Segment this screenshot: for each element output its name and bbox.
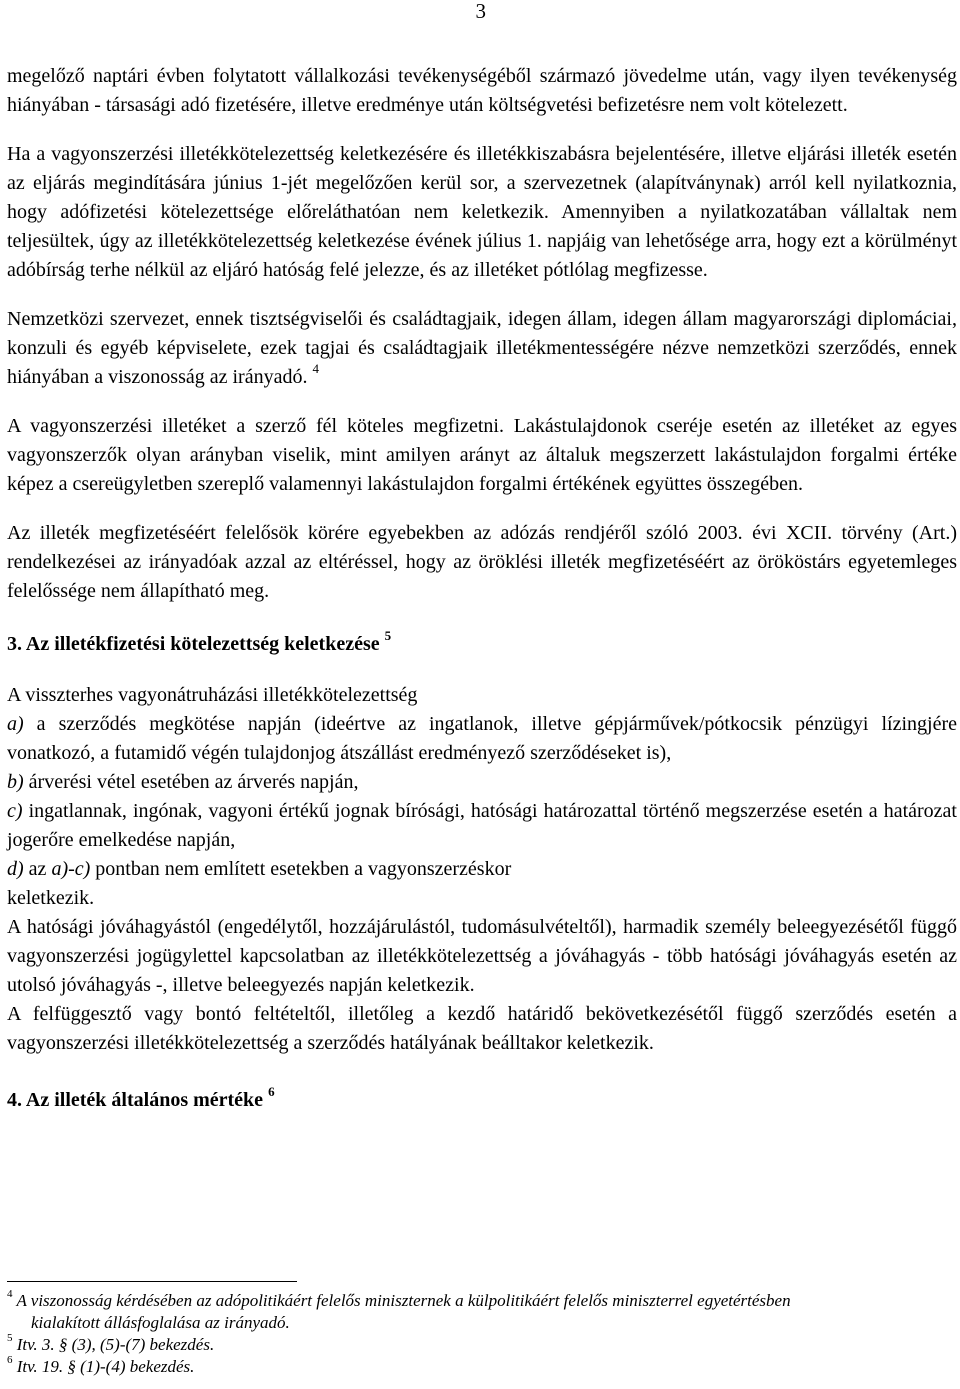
list-text-d-mid: az (23, 858, 52, 880)
footnote-text-4: A viszonosság kérdésében az adópolitikáért felelős miniszternek a külpolitikáért felelős miniszterrel egyetértésben (16, 1291, 791, 1310)
section-heading-3 (7, 630, 957, 659)
footnote-divider (7, 1281, 297, 1282)
footnotes (7, 1290, 957, 1378)
footnote-6 (7, 1356, 957, 1378)
list-text-c: ingatlannak, ingónak, vagyoni értékű jognak bírósági, hatósági határozattal történő megszerzése esetén a határozat jogerőre emelkedése napján, (7, 800, 957, 851)
page-number: 3 (475, 0, 486, 23)
section3-intro: A visszterhes vagyonátruházási illetékkötelezettség (7, 684, 418, 706)
list-item-d-end: keletkezik. (7, 887, 95, 909)
list-text-b: árverési vétel esetében az árverés napján, (23, 771, 359, 793)
footnote-number-4: 4 (7, 1288, 13, 1301)
paragraph-condition: A felfüggesztő vagy bontó feltételtől, illetőleg a kezdő határidő bekövetkezésétől függő szerződés esetén a vagyonszerzési illetékkötelezettség a szerződés hatályának beálltakor keletkezik. (7, 1003, 957, 1054)
paragraph-authority-approval: A hatósági jóváhagyástól (engedélytől, hozzájárulástól, tudomásulvételtől), harmadik személy beleegyezésétől függő vagyonszerzési jogügylettel kapcsolatban az illetékkötelezettség a jóváhagyás - több hatósági jóváhagyás esetén az utolsó jóváhagyás -, illetve beleegyezés napján keletkezik. (7, 916, 957, 996)
list-item-d (7, 855, 957, 884)
footnote-ref-4[interactable]: 4 (312, 361, 319, 377)
footnote-text-5: Itv. 3. § (3), (5)-(7) bekezdés. (16, 1335, 215, 1354)
list-label-d: d) (7, 858, 24, 880)
list-text-a: a szerződés megkötése napján (ideértve az ingatlanok, illetve gépjárművek/pótkocsik pénzügyi lízingjére vonatkozó, a futamidő végén tulajdonjog átszállást eredményező szerződéseket is), (7, 713, 957, 764)
footnote-number-6: 6 (7, 1354, 13, 1367)
footnote-ref-5[interactable]: 5 (384, 628, 392, 644)
list-label-c: c) (7, 800, 23, 822)
footnote-text-6: Itv. 19. § (1)-(4) bekezdés. (16, 1357, 195, 1376)
list-item-b (7, 768, 957, 797)
paragraph-tax-obligation: megelőző naptári évben folytatott vállalkozási tevékenységéből származó jövedelme után, vagy ilyen tevékenység hiányában - társasági adó fizetésére, illetve eredménye után költségvetési befizetésre nem volt kötelezett. (7, 65, 957, 116)
paragraph-international (7, 305, 957, 392)
list-label-a: a) (7, 713, 24, 735)
footnote-number-5: 5 (7, 1332, 13, 1345)
list-item-c (7, 797, 957, 855)
section-heading-4 (7, 1086, 957, 1115)
paragraph-declaration: Ha a vagyonszerzési illetékkötelezettség keletkezésére és illetékkiszabásra bejelentésére, illetve eljárási illeték esetén az eljárás megindítására június 1-jét megelőzően kerül sor, a szervezetnek (alapítványnak) arról kell nyilatkoznia, hogy adófizetési kötelezettsége előreláthatóan nem keletkezik. Amennyiben a nyilatkozatában vállaltak nem teljesültek, úgy az illetékkötelezettség keletkezése évének július 1. napjáig van lehetősége arra, hogy ezt a körülményt adóbírság terhe nélkül az eljáró hatóság felé jelezze, és az illetéket pótlólag megfizesse. (7, 143, 957, 281)
list-ref-a-c: a)-c) (51, 858, 91, 880)
paragraph-liability: Az illeték megfizetéséért felelősök körére egyebekben az adózás rendjéről szóló 2003. évi XCII. törvény (Art.) rendelkezései az irányadóak azzal az eltéréssel, hogy az öröklési illeték megfizetéséért az örököstárs egyetemleges felelőssége nem állapítható meg. (7, 522, 957, 602)
footnote-ref-6[interactable]: 6 (268, 1084, 275, 1100)
footnote-text-4-cont: kialakított állásfoglalása az irányadó. (31, 1313, 290, 1332)
document-body (7, 62, 957, 1137)
section-heading-4-text: 4. Az illeték általános mértéke (7, 1089, 264, 1111)
list-label-b: b) (7, 771, 24, 793)
paragraph-payer: A vagyonszerzési illetéket a szerző fél köteles megfizetni. Lakástulajdonok cseréje esetén az illetéket az egyes vagyonszerzők olyan arányban viselik, mint amilyen arányt az általuk megszerzett lakástulajdon forgalmi értéke képez a csereügyletben szereplő valamennyi lakástulajdon forgalmi értékének együttes összegében. (7, 415, 957, 495)
list-item-a (7, 710, 957, 768)
footnote-5 (7, 1334, 957, 1356)
list-text-d: pontban nem említett esetekben a vagyonszerzéskor (90, 858, 512, 880)
section-heading-3-text: 3. Az illetékfizetési kötelezettség keletkezése (7, 633, 380, 655)
paragraph-international-text: Nemzetközi szervezet, ennek tisztségviselői és családtagjaik, idegen állam, idegen állam magyarországi diplomáciai, konzuli és egyéb képviselete, ezek tagjai és családtagjaik illetékmentességére nézve nemzetközi szerződés, ennek hiányában a viszonosság az irányadó. (7, 308, 957, 388)
footnote-4 (7, 1290, 957, 1334)
